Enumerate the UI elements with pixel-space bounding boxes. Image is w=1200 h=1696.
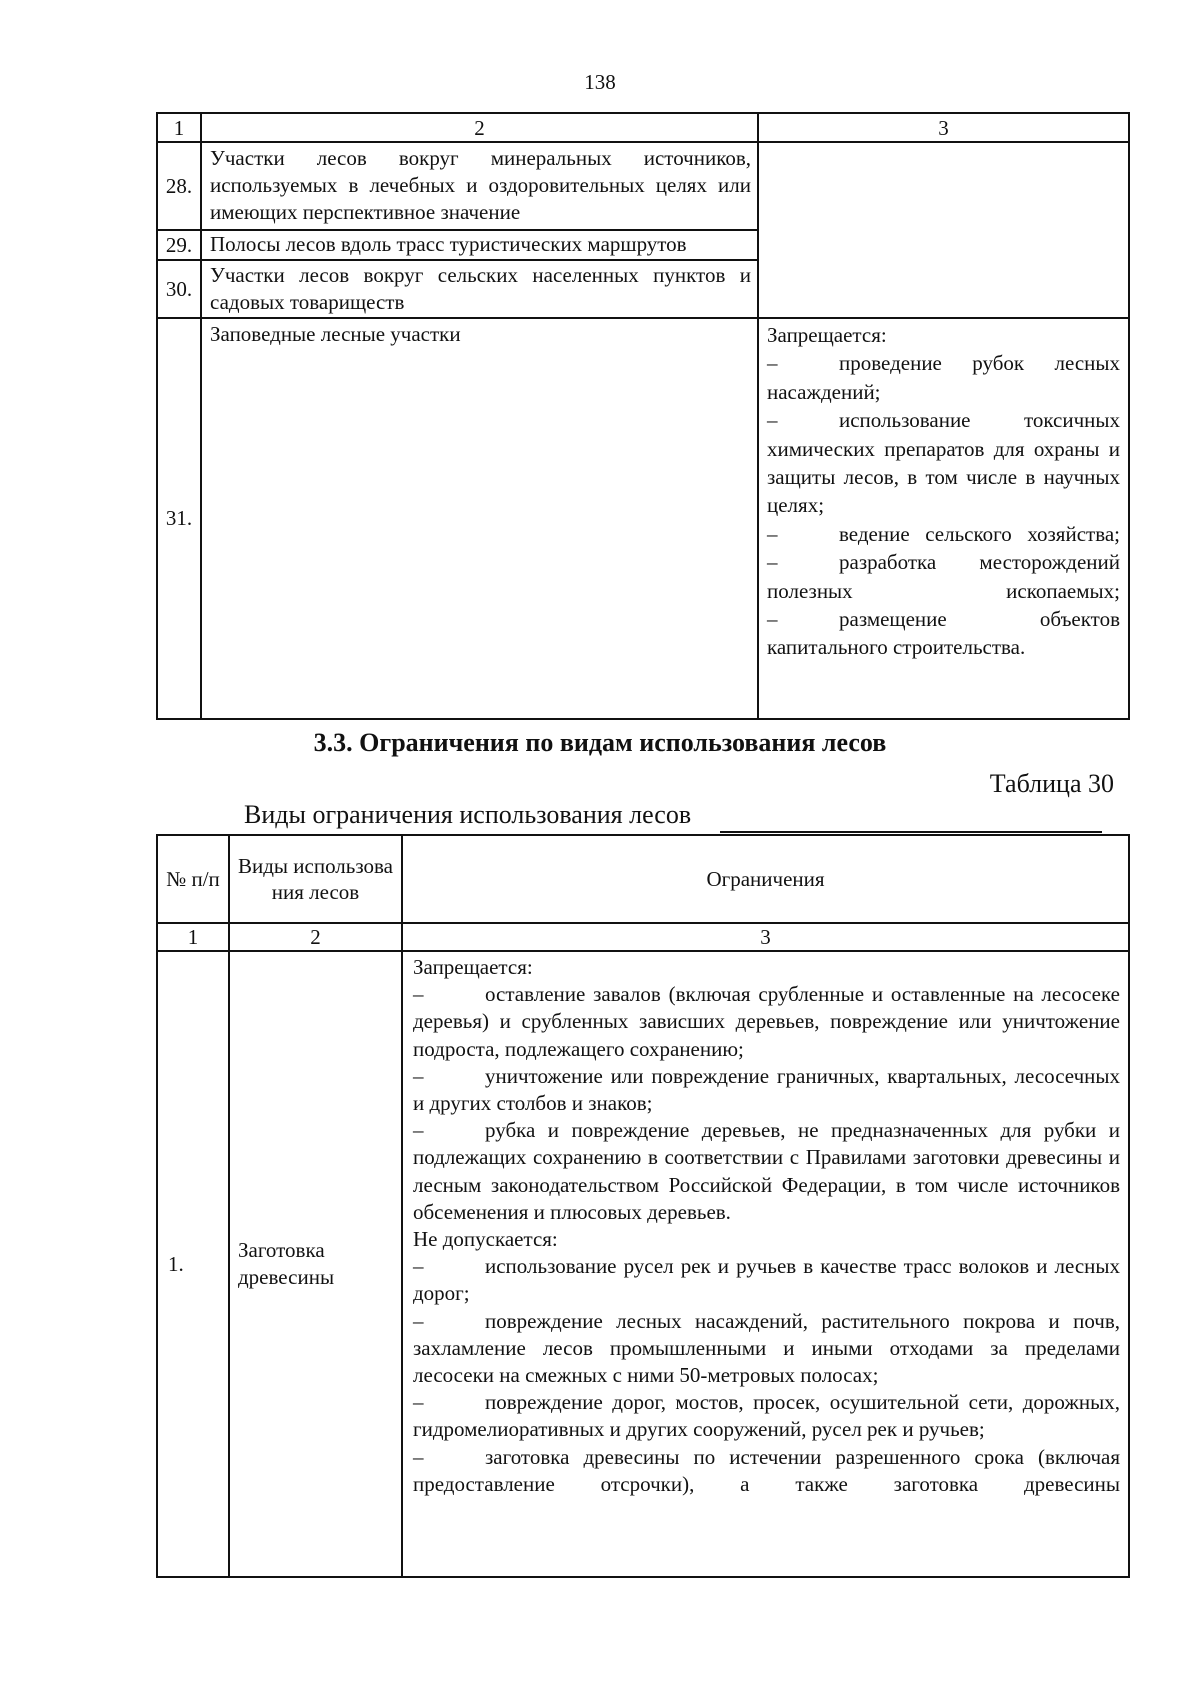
row-number: 1. xyxy=(157,951,229,1577)
table-row xyxy=(157,951,1129,1577)
col-number-1: 1 xyxy=(157,113,201,142)
col-number-3: 3 xyxy=(758,113,1129,142)
col-header-kind: Виды использования лесов xyxy=(229,835,402,923)
not-allowed-item: – повреждение лесных насаждений, растительного покрова и почв, захламление лесов промышленными и иными отходами за пределами лесосеки на смежных с ними 50-метровых полосах; xyxy=(413,1308,1120,1388)
not-allowed-item: – повреждение дорог, мостов, просек, осушительной сети, дорожных, гидромелиоративных и других сооружений, русел рек и ручьев; xyxy=(413,1390,1120,1442)
col-number-2: 2 xyxy=(201,113,758,142)
not-allowed-item: – заготовка древесины по истечении разрешенного срока (включая предоставление отсрочки), а также заготовка древесины xyxy=(413,1444,1120,1496)
row-number: 29. xyxy=(157,230,201,260)
zone-name: Участки лесов вокруг минеральных источников, используемых в лечебных и оздоровительных целях или имеющих перспективное значение xyxy=(201,142,758,230)
usage-kind: Заготовка древесины xyxy=(229,951,402,1577)
restriction-item: – ведение сельского хозяйства; xyxy=(767,521,1120,546)
col-number-row xyxy=(157,923,1129,951)
restriction-cell xyxy=(758,318,1129,719)
table-header-row xyxy=(157,113,1129,142)
restriction-item: – разработка месторождений полезных ископаемых; xyxy=(767,550,1120,603)
table-row xyxy=(157,142,1129,230)
prohibited-item: – уничтожение или повреждение граничных, квартальных, лесосечных и других столбов и знаков; xyxy=(413,1063,1120,1116)
table-caption: Виды ограничения использования лесов xyxy=(244,800,692,829)
row-number: 31. xyxy=(157,318,201,719)
prohibited-intro: Запрещается: xyxy=(413,955,533,979)
restriction-item: – использование токсичных химических препаратов для охраны и защиты лесов, в том числе в научных целях; xyxy=(767,408,1120,518)
col-number-2: 2 xyxy=(229,923,402,951)
restriction-cell-empty xyxy=(758,142,1129,318)
caption-underline xyxy=(720,831,1102,833)
col-header-restrictions: Ограничения xyxy=(402,835,1129,923)
row-number: 30. xyxy=(157,260,201,318)
not-allowed-item: – использование русел рек и ручьев в качестве трасс волоков и лесных дорог; xyxy=(413,1254,1120,1306)
col-header-number: № п/п xyxy=(157,835,229,923)
section-title: 3.3. Ограничения по видам использования лесов xyxy=(313,728,887,757)
col-number-3: 3 xyxy=(402,923,1129,951)
prohibited-item: – оставление завалов (включая срубленные и оставленные на лесосеке деревья) и срубленных зависших деревьев, повреждение или уничтожение подроста, подлежащего сохранению; xyxy=(413,982,1120,1061)
row-number: 28. xyxy=(157,142,201,230)
table-header-row xyxy=(157,835,1129,923)
prohibited-item: – рубка и повреждение деревьев, не предназначенных для рубки и подлежащих сохранению в соответствии с Правилами заготовки древесины и лесным законодательством Российской Федерации, в том числе источников обсеменения и плюсовых деревьев. xyxy=(413,1118,1120,1224)
restriction-item: – проведение рубок лесных насаждений; xyxy=(767,351,1120,404)
restriction-item: – размещение объектов капитального строительства. xyxy=(767,607,1120,660)
col-number-1: 1 xyxy=(157,923,229,951)
zone-name: Заповедные лесные участки xyxy=(201,318,758,719)
restrictions-cell xyxy=(402,951,1129,1577)
table-label: Таблица 30 xyxy=(989,769,1114,798)
table-row xyxy=(157,318,1129,719)
restrictions-table xyxy=(156,834,1130,1578)
restriction-intro: Запрещается: xyxy=(767,323,887,347)
zone-name: Участки лесов вокруг сельских населенных пунктов и садовых товариществ xyxy=(201,260,758,318)
zone-name: Полосы лесов вдоль трасс туристических маршрутов xyxy=(201,230,758,260)
page-number: 138 xyxy=(584,70,616,94)
continuation-table xyxy=(156,112,1130,720)
not-allowed-intro: Не допускается: xyxy=(413,1227,558,1252)
